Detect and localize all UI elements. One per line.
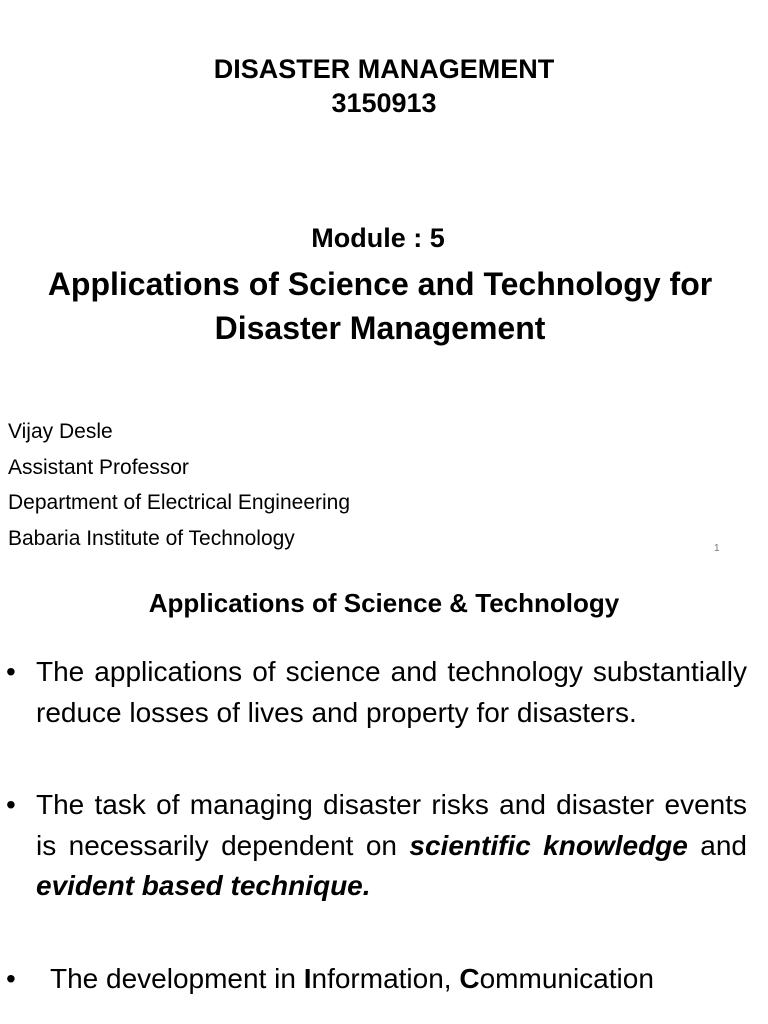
module-title-line-1: Applications of Science and Technology for xyxy=(47,266,713,302)
module-title xyxy=(0,262,760,350)
bullet-icon: • xyxy=(6,656,16,687)
slide-title: Applications of Science & Technology xyxy=(148,588,620,618)
author-designation: Assistant Professor xyxy=(8,455,189,479)
word-information: nformation, xyxy=(311,962,460,994)
course-title xyxy=(0,52,768,120)
bullet-list xyxy=(0,652,768,999)
bullet-icon: • xyxy=(6,789,16,820)
module-title-line-2: Disaster Management xyxy=(214,310,546,346)
bullet-item-3 xyxy=(0,959,768,1000)
bullet-text: The development in xyxy=(50,962,304,994)
initial-i: I xyxy=(303,962,312,994)
course-code: 3150913 xyxy=(331,88,437,118)
page-number: 1 xyxy=(714,543,720,554)
emphasis-scientific-knowledge: scientific knowledge xyxy=(409,829,688,861)
author-institute: Babaria Institute of Technology xyxy=(8,526,295,550)
emphasis-evident-based-technique: evident based technique. xyxy=(36,870,371,901)
bullet-text: The task of managing disaster risks and disaster events is necessarily dependent on xyxy=(36,789,747,861)
bullet-item-2 xyxy=(0,785,768,907)
bullet-text: The applications of science and technology substantially reduce losses of lives and property for disasters. xyxy=(36,656,747,728)
initial-c: C xyxy=(459,962,480,994)
bullet-text-connector: and xyxy=(687,829,747,861)
content-slide xyxy=(0,576,768,1024)
bullet-icon: • xyxy=(6,962,16,994)
course-name: DISASTER MANAGEMENT xyxy=(213,54,555,84)
author-block xyxy=(8,414,350,556)
author-department: Department of Electrical Engineering xyxy=(8,491,351,514)
word-communication: ommunication xyxy=(479,962,654,994)
bullet-item-1 xyxy=(0,652,768,733)
module-label: Module : 5 xyxy=(311,223,445,253)
author-name: Vijay Desle xyxy=(8,420,113,443)
